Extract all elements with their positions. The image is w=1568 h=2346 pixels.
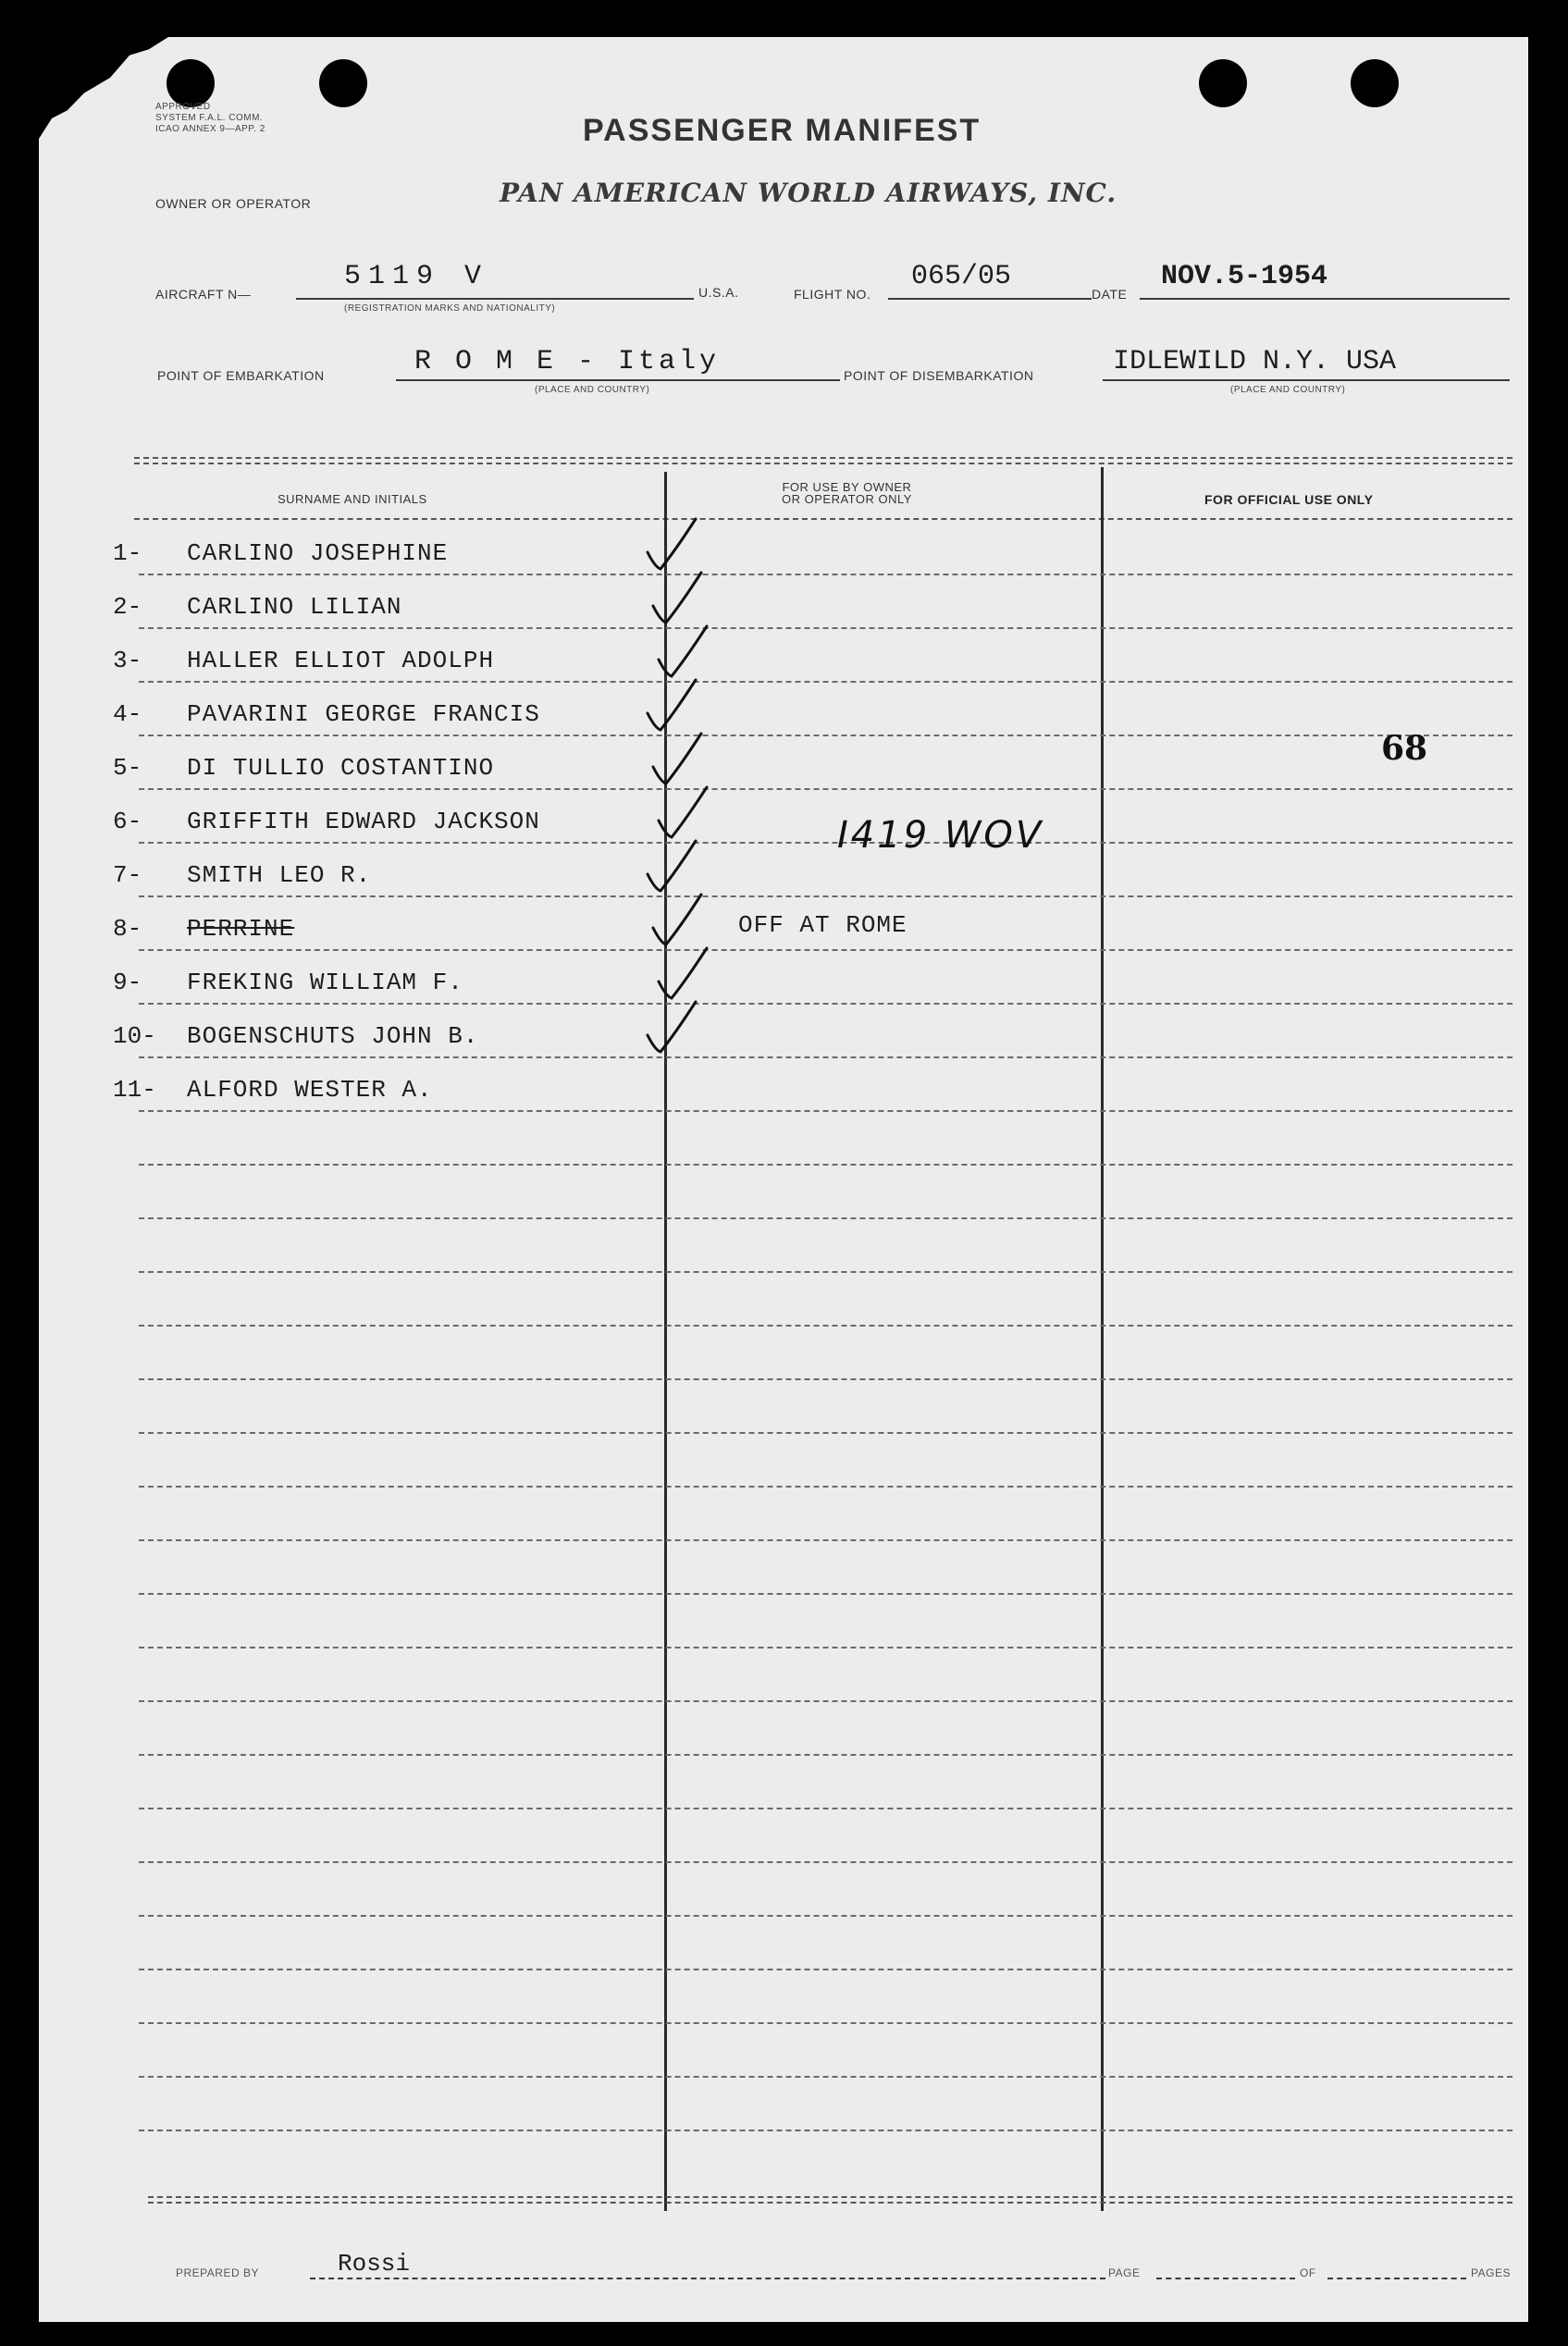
passenger-name: DI TULLIO COSTANTINO <box>187 754 495 782</box>
passenger-number: 4- <box>113 700 142 728</box>
usa-label: U.S.A. <box>698 285 739 300</box>
table-row-rule <box>139 1432 1512 1434</box>
table-row-rule <box>139 1056 1512 1058</box>
passenger-number: 9- <box>113 969 142 996</box>
owner-label: OWNER OR OPERATOR <box>155 196 312 211</box>
passenger-number: 7- <box>113 861 142 889</box>
flight-underline <box>888 298 1092 300</box>
table-row-rule <box>139 1969 1512 1970</box>
embark-value: R O M E - Italy <box>414 346 721 377</box>
passenger-name: PAVARINI GEORGE FRANCIS <box>187 700 540 728</box>
date-underline <box>1140 298 1510 300</box>
table-row-rule <box>139 1593 1512 1595</box>
col-header-owner-use <box>782 481 912 505</box>
approval-line: ICAO ANNEX 9—APP. 2 <box>155 124 265 134</box>
passenger-name: GRIFFITH EDWARD JACKSON <box>187 808 540 835</box>
pages-label: PAGES <box>1471 2266 1511 2279</box>
table-header-rule <box>134 518 1512 520</box>
passenger-name: ALFORD WESTER A. <box>187 1076 433 1104</box>
table-row-rule <box>139 2130 1512 2131</box>
page-title: PASSENGER MANIFEST <box>583 113 982 148</box>
passenger-note: OFF AT ROME <box>738 911 907 939</box>
table-row-rule <box>139 1003 1512 1005</box>
official-number: 68 <box>1381 729 1428 768</box>
punch-hole-right-2 <box>1351 59 1399 107</box>
table-row-rule <box>139 1271 1512 1273</box>
passenger-name: SMITH LEO R. <box>187 861 372 889</box>
passenger-number: 1- <box>113 539 142 567</box>
table-row-rule <box>139 2022 1512 2024</box>
date-value: NOV.5-1954 <box>1161 261 1328 292</box>
table-row-rule <box>139 1915 1512 1917</box>
passenger-number: 2- <box>113 593 142 621</box>
table-bottom-rule <box>148 2202 1512 2204</box>
passenger-name: FREKING WILLIAM F. <box>187 969 463 996</box>
passenger-number: 3- <box>113 647 142 674</box>
embark-label: POINT OF EMBARKATION <box>157 368 325 383</box>
table-bottom-rule <box>148 2196 1512 2198</box>
passenger-number: 5- <box>113 754 142 782</box>
checkmark-icon <box>638 996 712 1061</box>
passenger-number: 6- <box>113 808 142 835</box>
punch-hole-left-1 <box>167 59 215 107</box>
passenger-number: 11- <box>113 1076 156 1104</box>
table-row-rule <box>139 1164 1512 1166</box>
aircraft-value: 5119 V <box>344 261 489 292</box>
table-row-rule <box>139 735 1512 736</box>
of-underline <box>1327 2278 1466 2279</box>
handwritten-note: I419 WOV <box>837 814 1044 857</box>
aircraft-underline <box>296 298 694 300</box>
prepared-label: PREPARED BY <box>176 2266 259 2279</box>
col-header-owner-use-line: OR OPERATOR ONLY <box>782 492 912 506</box>
prepared-value: Rossi <box>338 2250 411 2278</box>
table-top-rule <box>134 463 1512 464</box>
prepared-underline <box>310 2278 1105 2279</box>
table-top-rule <box>134 457 1512 459</box>
passenger-name: PERRINE <box>187 915 295 943</box>
punch-hole-right-1 <box>1199 59 1247 107</box>
punch-hole-left-2 <box>319 59 367 107</box>
table-row-rule <box>139 842 1512 844</box>
table-row-rule <box>139 681 1512 683</box>
date-label: DATE <box>1092 287 1128 302</box>
disembark-value: IDLEWILD N.Y. USA <box>1113 346 1397 377</box>
column-divider-2 <box>1101 467 1104 2211</box>
passenger-number: 8- <box>113 915 142 943</box>
table-row-rule <box>139 1217 1512 1219</box>
table-row-rule <box>139 1110 1512 1112</box>
approval-line: SYSTEM F.A.L. COMM. <box>155 113 264 123</box>
page-label: PAGE <box>1108 2266 1141 2279</box>
approval-line: APPROVED <box>155 102 211 112</box>
table-row-rule <box>139 1539 1512 1541</box>
owner-value: PAN AMERICAN WORLD AIRWAYS, INC. <box>500 178 1117 208</box>
aircraft-label: AIRCRAFT N— <box>155 287 252 302</box>
table-row-rule <box>139 1861 1512 1863</box>
passenger-name: BOGENSCHUTS JOHN B. <box>187 1022 479 1050</box>
col-header-names: SURNAME AND INITIALS <box>278 492 427 506</box>
table-row-rule <box>139 1378 1512 1380</box>
table-row-rule <box>139 2076 1512 2078</box>
table-row-rule <box>139 1808 1512 1809</box>
table-row-rule <box>139 1325 1512 1327</box>
table-row-rule <box>139 788 1512 790</box>
table-row-rule <box>139 895 1512 897</box>
approval-stamp <box>155 102 265 135</box>
passenger-number: 10- <box>113 1022 156 1050</box>
table-row-rule <box>139 1700 1512 1702</box>
table-row-rule <box>139 1486 1512 1488</box>
disembark-label: POINT OF DISEMBARKATION <box>844 368 1034 383</box>
col-header-official-use: FOR OFFICIAL USE ONLY <box>1204 492 1374 507</box>
flight-value: 065/05 <box>911 261 1012 292</box>
of-label: OF <box>1300 2266 1316 2279</box>
disembark-caption: (PLACE AND COUNTRY) <box>1230 385 1346 395</box>
table-row-rule <box>139 1754 1512 1756</box>
embark-caption: (PLACE AND COUNTRY) <box>535 385 650 395</box>
passenger-name: CARLINO JOSEPHINE <box>187 539 449 567</box>
passenger-name: CARLINO LILIAN <box>187 593 402 621</box>
passenger-name: HALLER ELLIOT ADOLPH <box>187 647 495 674</box>
disembark-underline <box>1103 379 1510 381</box>
page-underline <box>1156 2278 1295 2279</box>
embark-underline <box>396 379 840 381</box>
table-row-rule <box>139 627 1512 629</box>
flight-label: FLIGHT NO. <box>794 287 871 302</box>
col-header-owner-use-line: FOR USE BY OWNER <box>782 480 912 494</box>
table-row-rule <box>139 949 1512 951</box>
registration-caption: (REGISTRATION MARKS AND NATIONALITY) <box>344 303 556 314</box>
table-row-rule <box>139 574 1512 575</box>
table-row-rule <box>139 1647 1512 1648</box>
